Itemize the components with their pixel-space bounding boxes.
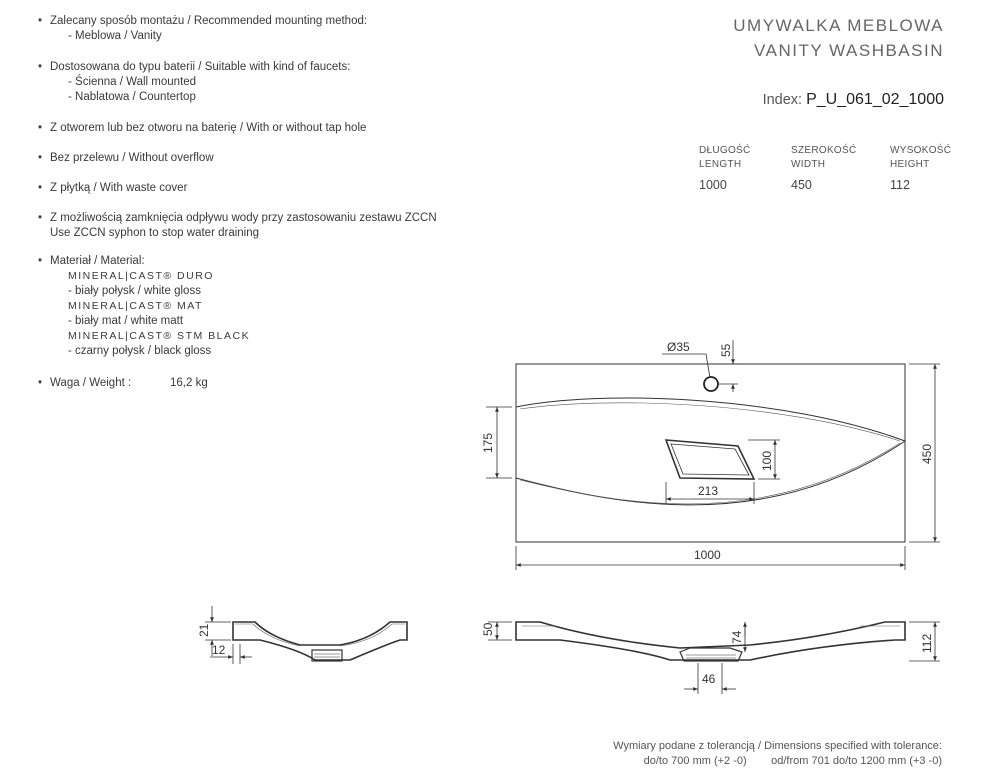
label-front-74: 74 xyxy=(730,630,744,644)
spec-mounting: • Zalecany sposób montażu / Recommended mounting method: - Meblowa / Vanity xyxy=(38,15,368,42)
spec-material: • Materiał / Material: MINERAL|CAST® DURO - biały połysk / white gloss MINERAL|CAST® MAT - biały mat / white matt MINERAL|CAST® STM BLACK - czarny połysk / black gloss xyxy=(38,255,251,357)
side-view xyxy=(197,606,407,664)
dim-length-header: DŁUGOŚĆ LENGTH xyxy=(699,145,751,170)
front-view xyxy=(481,622,940,694)
tap-hole-circle xyxy=(704,377,718,391)
product-title-pl: UMYWALKA MEBLOWA xyxy=(733,16,944,35)
spec-mounting-sub: - Meblowa / Vanity xyxy=(68,30,162,42)
spec-faucet-label: Dostosowana do typu baterii / Suitable with kind of faucets: xyxy=(50,61,351,73)
label-waste-width: 213 xyxy=(698,484,719,498)
label-tap-diameter: Ø35 xyxy=(667,340,690,354)
dim-length-value: 1000 xyxy=(699,178,727,192)
label-total-width: 450 xyxy=(920,443,934,464)
label-tap-offset: 55 xyxy=(719,343,733,357)
dim-height-value: 112 xyxy=(890,178,910,192)
material-mat: MINERAL|CAST® MAT xyxy=(68,300,203,312)
dim-width-value: 450 xyxy=(791,178,812,192)
spec-zccn: • Z możliwością zamknięcia odpływu wody przy zastosowaniu zestawu ZCCN Use ZCCN syphon to stop water draining xyxy=(38,212,437,239)
tolerance-line-1: Wymiary podane z tolerancją / Dimensions specified with tolerance: xyxy=(613,740,942,752)
material-stm-black: MINERAL|CAST® STM BLACK xyxy=(68,330,251,342)
spec-faucet: • Dostosowana do typu baterii / Suitable with kind of faucets: - Ścienna / Wall mounted - Nablatowa / Countertop xyxy=(38,61,351,103)
label-front-112: 112 xyxy=(920,633,934,653)
label-side-21: 21 xyxy=(197,623,211,637)
tolerance-line-2: do/to 700 mm (+2 -0) od/from 701 do/to 1200 mm (+3 -0) xyxy=(643,755,942,767)
dim-width-header: SZEROKOŚĆ WIDTH xyxy=(791,145,857,170)
bowl-upper-curve xyxy=(516,398,905,441)
material-duro: MINERAL|CAST® DURO xyxy=(68,270,214,282)
front-profile xyxy=(516,622,905,660)
spec-tap-hole: • Z otworem lub bez otworu na baterię / With or without tap hole xyxy=(38,122,367,134)
spec-mounting-label: Zalecany sposób montażu / Recommended mounting method: xyxy=(50,15,368,27)
index-label: Index: xyxy=(762,92,803,108)
top-view xyxy=(481,340,940,570)
label-side-12: 12 xyxy=(212,643,226,657)
label-front-46: 46 xyxy=(702,672,716,686)
label-total-length: 1000 xyxy=(694,548,721,562)
spec-overflow: • Bez przelewu / Without overflow xyxy=(38,152,214,164)
dim-height-header: WYSOKOŚĆ HEIGHT xyxy=(890,145,952,170)
front-waste xyxy=(680,648,742,661)
product-title-en: VANITY WASHBASIN xyxy=(754,41,944,60)
spec-faucet-sub-2: - Nablatowa / Countertop xyxy=(68,91,196,103)
weight-value: 16,2 kg xyxy=(170,377,208,389)
weight-label: Waga / Weight : xyxy=(50,377,132,389)
spec-waste-cover: • Z płytką / With waste cover xyxy=(38,182,188,194)
label-waste-height: 100 xyxy=(760,450,774,471)
label-front-50: 50 xyxy=(481,622,495,636)
spec-faucet-sub-1: - Ścienna / Wall mounted xyxy=(68,76,197,88)
spec-weight: • Waga / Weight : 16,2 kg xyxy=(38,377,208,389)
index-value: P_U_061_02_1000 xyxy=(806,91,944,108)
label-left-depth: 175 xyxy=(481,432,495,453)
